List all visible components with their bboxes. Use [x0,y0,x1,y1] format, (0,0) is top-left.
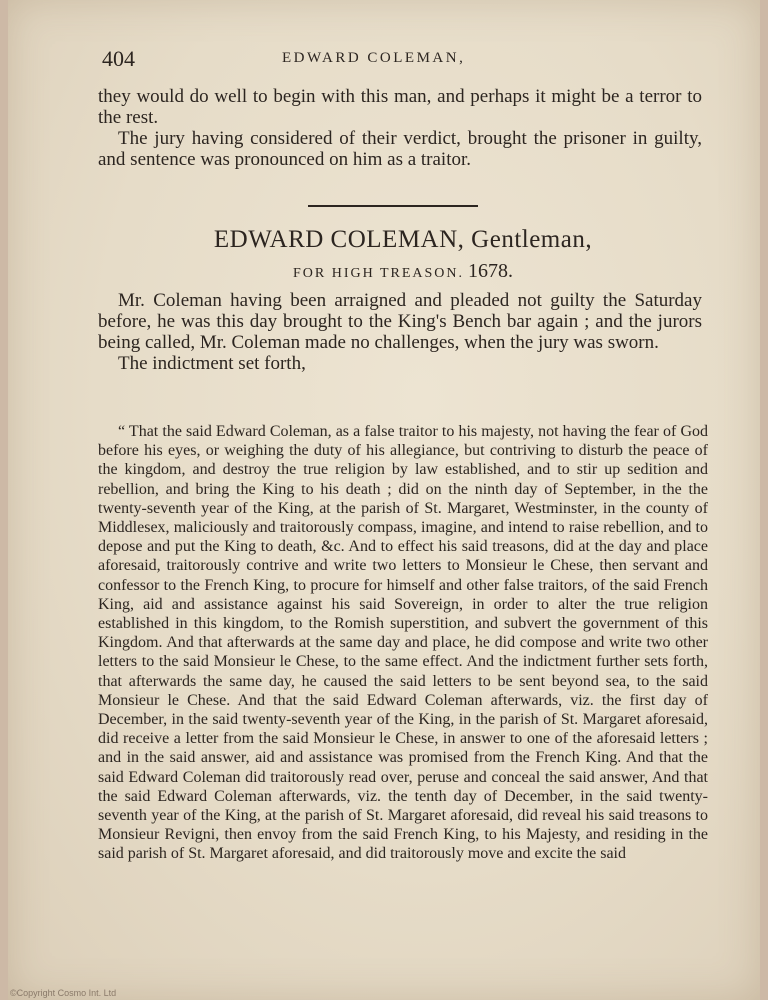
opening-text [98,86,702,170]
page-header [102,46,706,74]
opening-paragraph: they would do well to begin with this man, and perhaps it might be a terror to the rest. [98,86,702,128]
section-subtitle [98,260,708,283]
intro-text [98,290,702,374]
section-title: EDWARD COLEMAN, Gentleman, [213,226,593,253]
copyright-watermark: ©Copyright Cosmo Int. Ltd [10,988,117,998]
indictment-text [98,422,708,864]
charge-label: FOR HIGH TREASON. [292,266,465,281]
page-number: 404 [102,46,135,71]
running-head: EDWARD COLEMAN, [282,50,466,66]
verdict-paragraph: The jury having considered of their verdict, brought the prisoner in guilty, and sentence was pronounced on him as a traitor. [98,128,702,170]
indictment-lead: The indictment set forth, [118,353,306,374]
arraignment-paragraph: Mr. Coleman having been arraigned and pleaded not guilty the Saturday before, he was this day brought to the King's Bench bar again ; and the jurors being called, Mr. Coleman made no challenges, when the jury was sworn. [98,290,702,353]
section-divider [308,205,478,207]
book-page [8,0,760,1000]
indictment-paragraph: “ That the said Edward Coleman, as a false traitor to his majesty, not having the fear of God before his eyes, or weighing the duty of his allegiance, but contriving to disturb the peace of the kingdom, and destroy the true religion by law established, and to stir up sedition and rebellion, and bring the King to his death ; did on the ninth day of September, in the the twenty-seventh year of the King, at the parish of St. Margaret, Westminster, in the county of Middlesex, maliciously and traitorously compass, imagine, and intend to raise rebellion, and to depose and put the King to death, &c. And to effect his said treasons, did at the day and place aforesaid, traitorously contrive and write two letters to Monsieur le Chese, then servant and confessor to the French King, to procure for himself and other false traitors, of the said French King, aid and assistance against his said Sovereign, in order to alter the true religion established in this kingdom, to the Romish superstition, and subvert the government of this Kingdom. And that afterwards at the same day and place, he did compose and write two other letters to the said Monsieur le Chese, to the same effect. And the indictment further sets forth, that afterwards the same day, he caused the said letters to be sent beyond sea, to the said Monsieur le Chese. And that the said Edward Coleman afterwards, viz. the first day of December, in the said twenty-seventh year of the King, in the parish of St. Margaret aforesaid, did receive a letter from the said Monsieur le Chese, in answer to one of the aforesaid letters ; and in the said answer, aid and assistance was promised from the French King. And that the said Edward Coleman did traitorously read over, peruse and conceal the said answer, And that the said Edward Coleman afterwards, viz. the tenth day of December, in the said twenty-seventh year of the King, at the parish of St. Margaret aforesaid, did reveal his said treasons to Monsieur Revigni, then envoy from the said French King, to his Majesty, and residing in the said parish of St. Margaret aforesaid, and did traitorously move and excite the said [98,423,708,863]
trial-year: 1678. [468,260,514,282]
